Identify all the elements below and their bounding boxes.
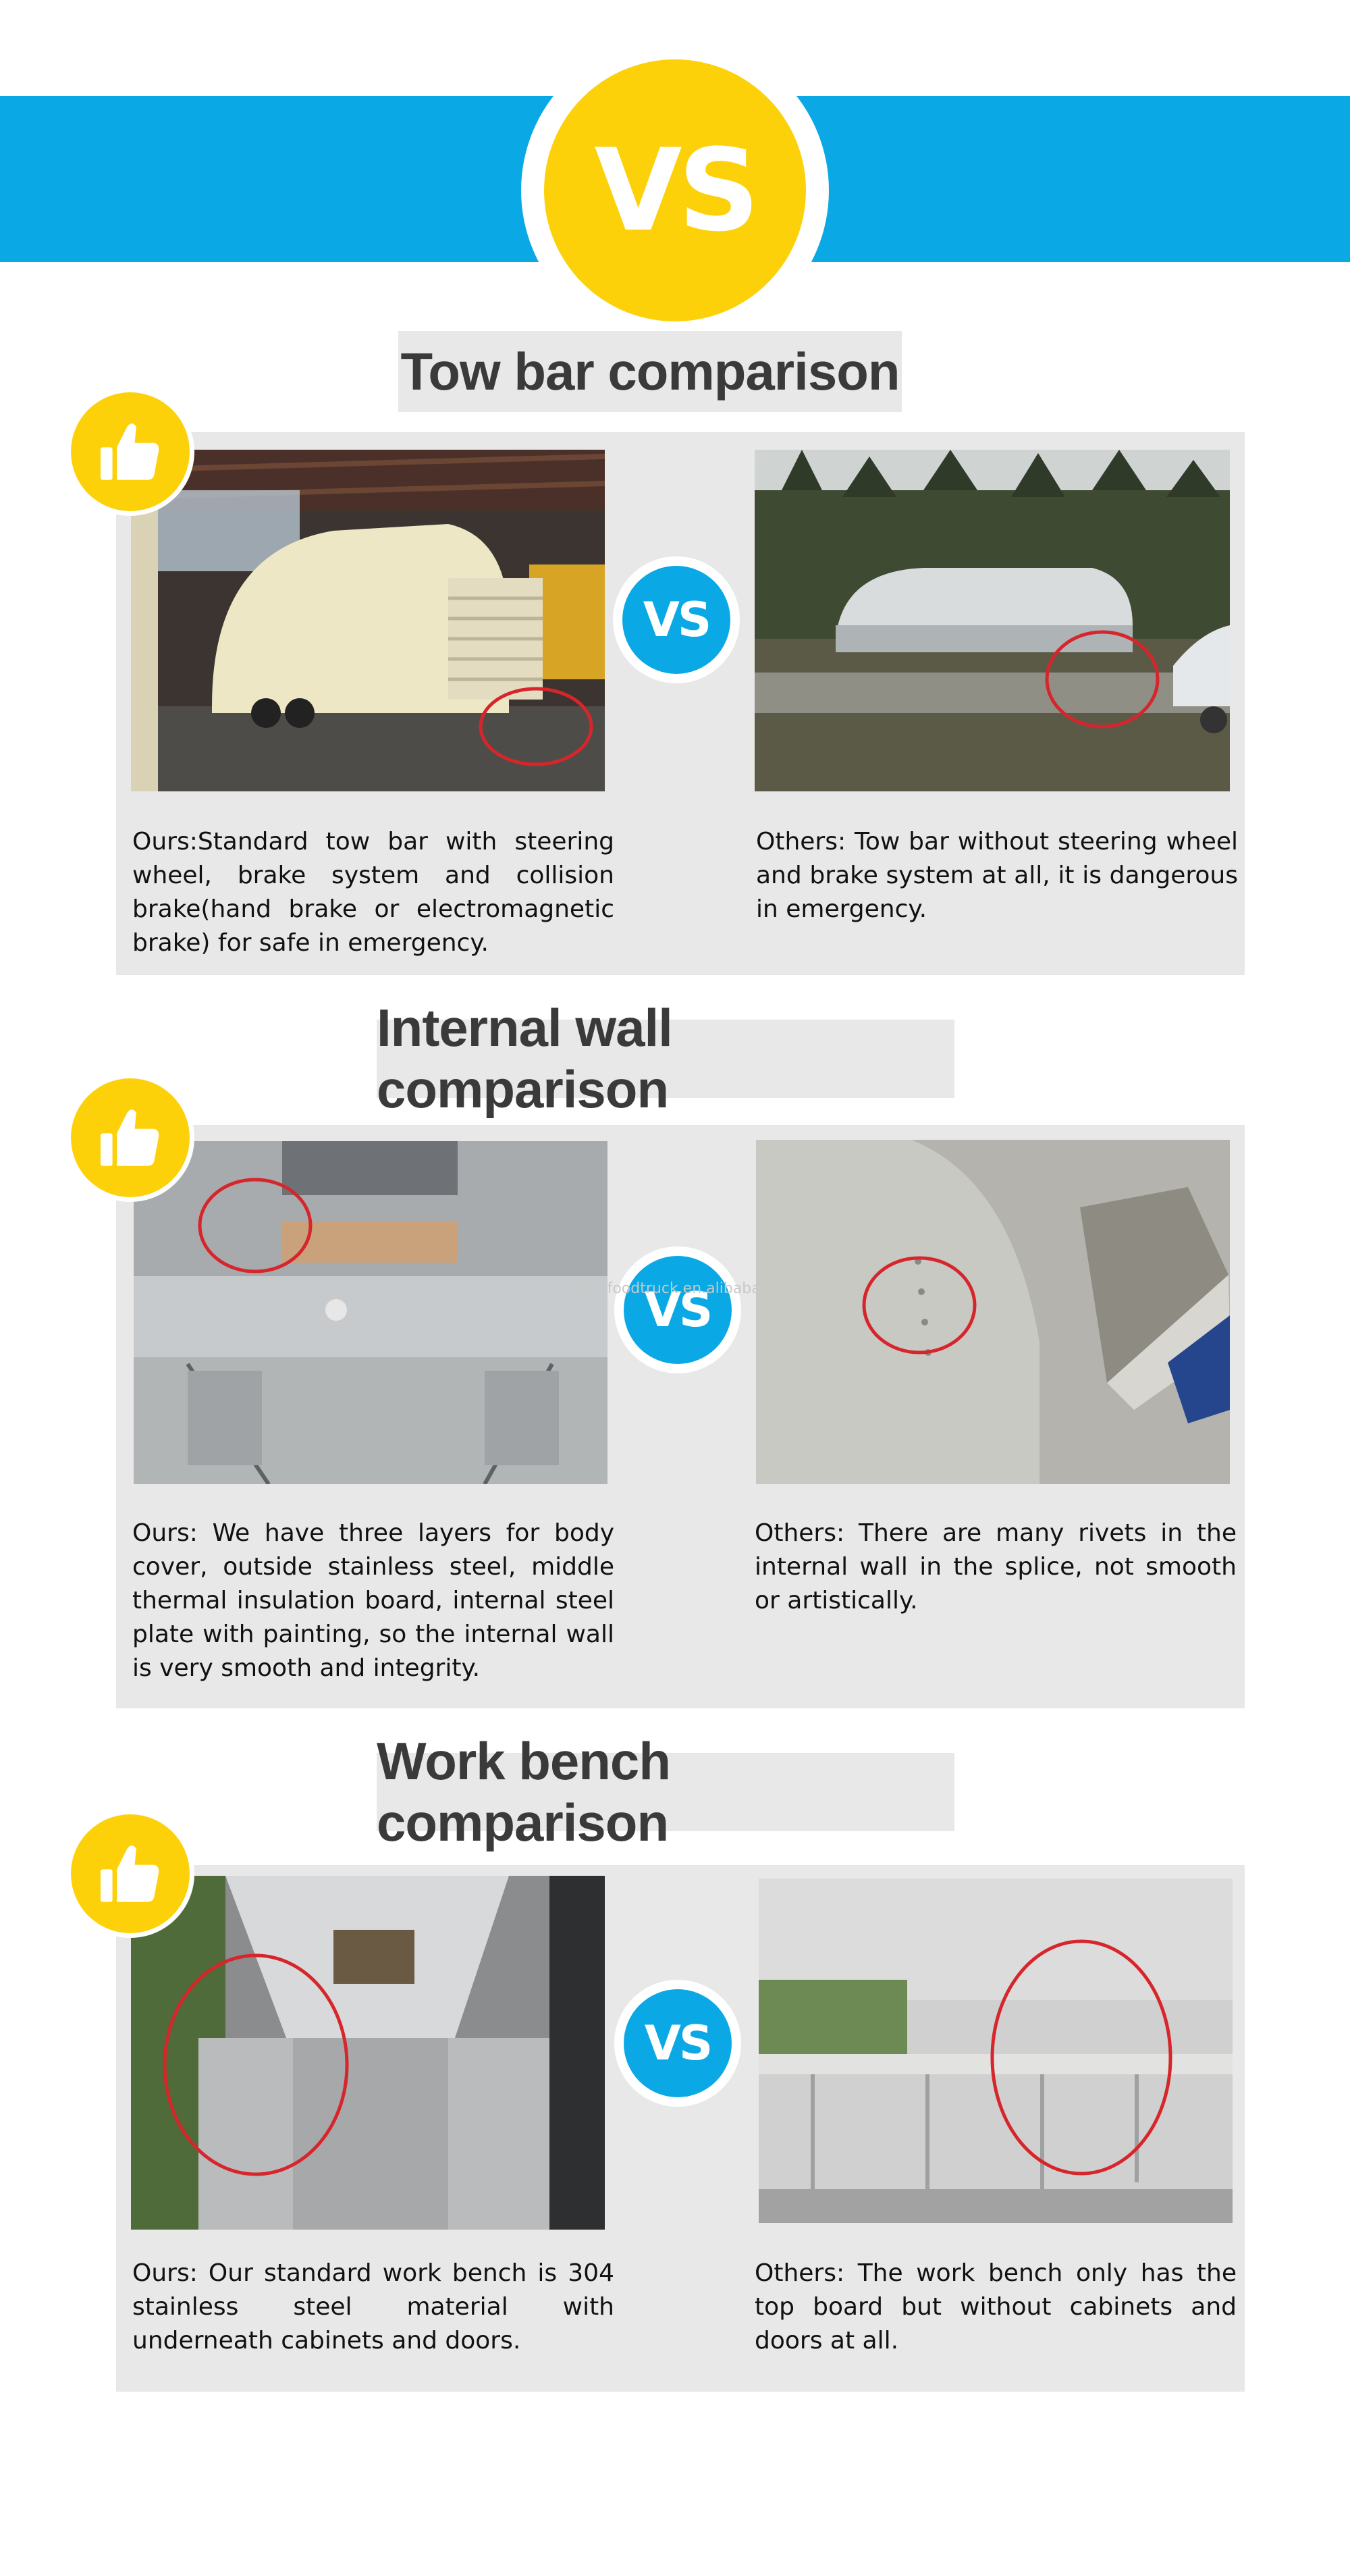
section-title-internal-wall: Internal wall comparison: [377, 1020, 954, 1098]
work-bench-vs-badge: [624, 1989, 732, 2097]
work-bench-vs-label: VS: [644, 2016, 711, 2071]
tow-bar-vs-ring: [613, 556, 740, 683]
tow-bar-thumb-badge: [66, 388, 194, 516]
header-vs-badge: [544, 59, 806, 321]
others-work-bench-photo: [759, 1878, 1233, 2223]
section-title-work-bench: Work bench comparison: [377, 1753, 954, 1831]
ours-work-bench-photo: [131, 1876, 605, 2230]
internal-wall-thumb-badge: [66, 1074, 194, 1202]
thumbs-up-icon: [93, 1101, 167, 1175]
watermark: runsterfoodtruck.en.alibaba.com: [554, 1280, 797, 1297]
ours-tow-bar-photo: [131, 450, 605, 791]
header-vs-label: VS: [594, 124, 756, 257]
section-title-tow-bar: Tow bar comparison: [398, 331, 902, 412]
others-internal-wall-caption: Others: There are many rivets in the internal wall in the splice, not smooth or artistically.: [755, 1519, 1237, 1614]
others-work-bench-caption: Others: The work bench only has the top board but without cabinets and doors at all.: [755, 2259, 1237, 2355]
internal-wall-panel: [116, 1125, 1245, 1708]
ours-tow-bar-caption: Ours:Standard tow bar with steering wheel, brake system and collision brake(hand brake or electromagnetic brake) for safe in emergency.: [132, 828, 614, 957]
internal-wall-vs-ring: [614, 1246, 741, 1373]
tow-bar-panel: [116, 432, 1245, 975]
work-bench-vs-ring: [614, 1980, 741, 2107]
ours-internal-wall-caption: Ours: We have three layers for body cover, outside stainless steel, middle thermal insulation board, internal steel plate with painting, so the internal wall is very smooth and integrity.: [132, 1519, 614, 1682]
others-internal-wall-photo: [756, 1140, 1230, 1484]
work-bench-panel: [116, 1865, 1245, 2392]
internal-wall-vs-label: VS: [644, 1282, 711, 1338]
others-tow-bar-caption: Others: Tow bar without steering wheel and brake system at all, it is dangerous in emergency.: [756, 828, 1238, 923]
ours-work-bench-caption: Ours: Our standard work bench is 304 stainless steel material with underneath cabinets and doors.: [132, 2259, 614, 2355]
thumbs-up-icon: [93, 1837, 167, 1911]
others-tow-bar-photo: [755, 450, 1230, 791]
tow-bar-vs-badge: [622, 566, 730, 674]
ours-internal-wall-photo: [134, 1141, 608, 1484]
work-bench-thumb-badge: [66, 1810, 194, 1938]
thumbs-up-icon: [93, 415, 167, 489]
tow-bar-vs-label: VS: [643, 592, 710, 648]
internal-wall-vs-badge: [624, 1256, 732, 1364]
